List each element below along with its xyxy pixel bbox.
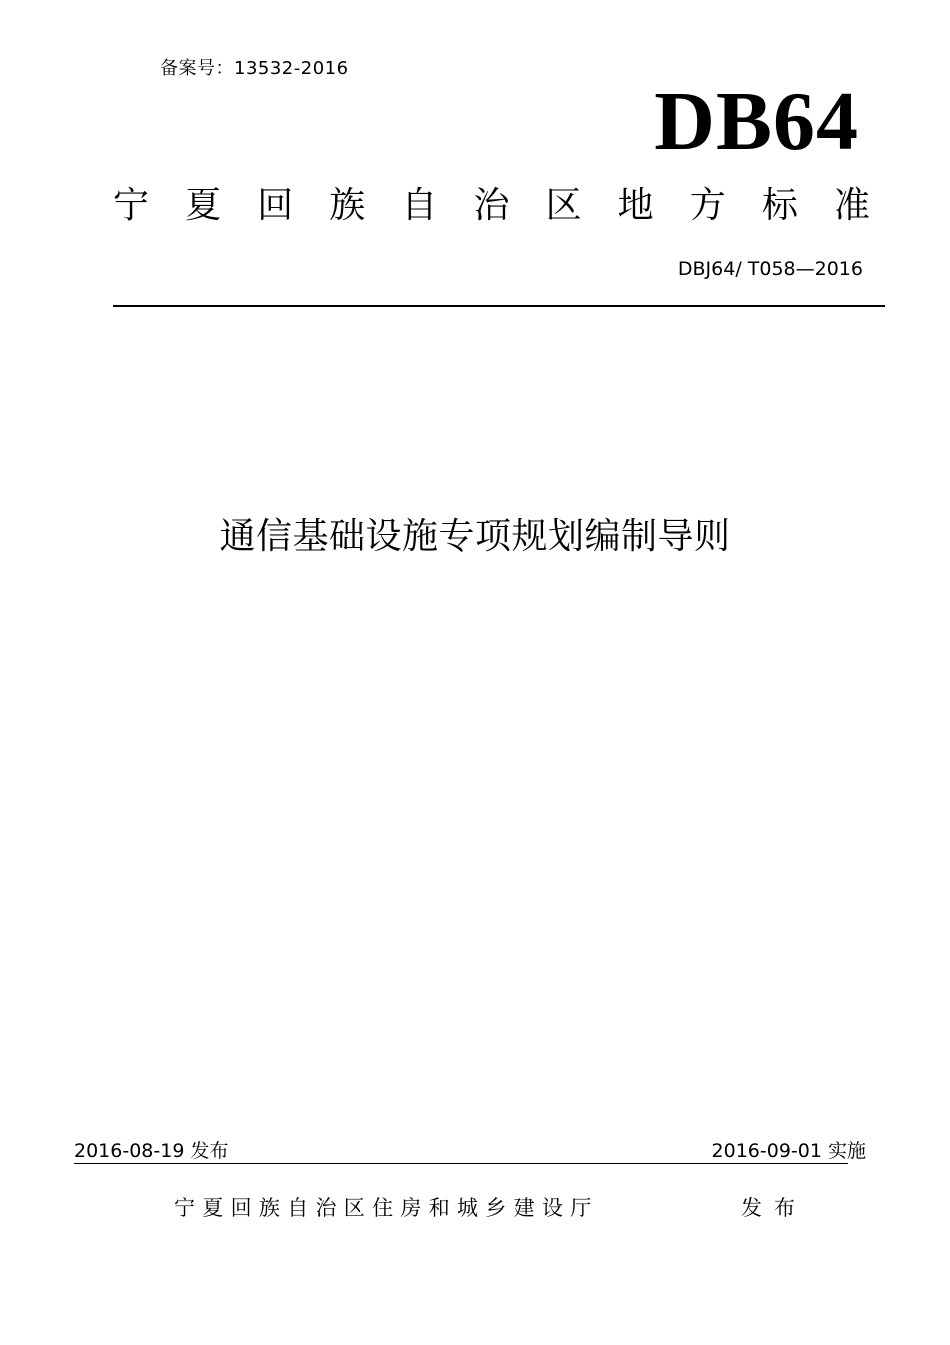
standard-type-char: 宁 [113,185,150,226]
standard-type-char: 夏 [185,185,222,226]
standard-type-char: 准 [833,185,870,226]
standard-type-char: 族 [329,185,366,226]
standard-number: DBJ64/ T058—2016 [677,258,863,280]
standard-type-heading [113,183,870,229]
publish-date: 2016-08-19 发布 [74,1140,229,1162]
implement-date: 2016-09-01 实施 [711,1140,866,1162]
header-divider [113,305,885,307]
issuer-action: 发布 [741,1196,807,1220]
standard-code: DB64 [654,75,859,168]
issuing-authority: 宁夏回族自治区住房和城乡建设厅 [174,1196,599,1220]
standard-type-char: 自 [401,185,438,226]
standard-type-char: 区 [545,185,582,226]
standard-type-char: 治 [473,185,510,226]
standard-type-char: 回 [257,185,294,226]
record-number: 备案号：13532-2016 [160,58,349,79]
standard-type-char: 标 [761,185,798,226]
standard-type-char: 方 [689,185,726,226]
document-title: 通信基础设施专项规划编制导则 [219,516,731,557]
standard-type-char: 地 [617,185,654,226]
footer-divider [74,1163,848,1164]
